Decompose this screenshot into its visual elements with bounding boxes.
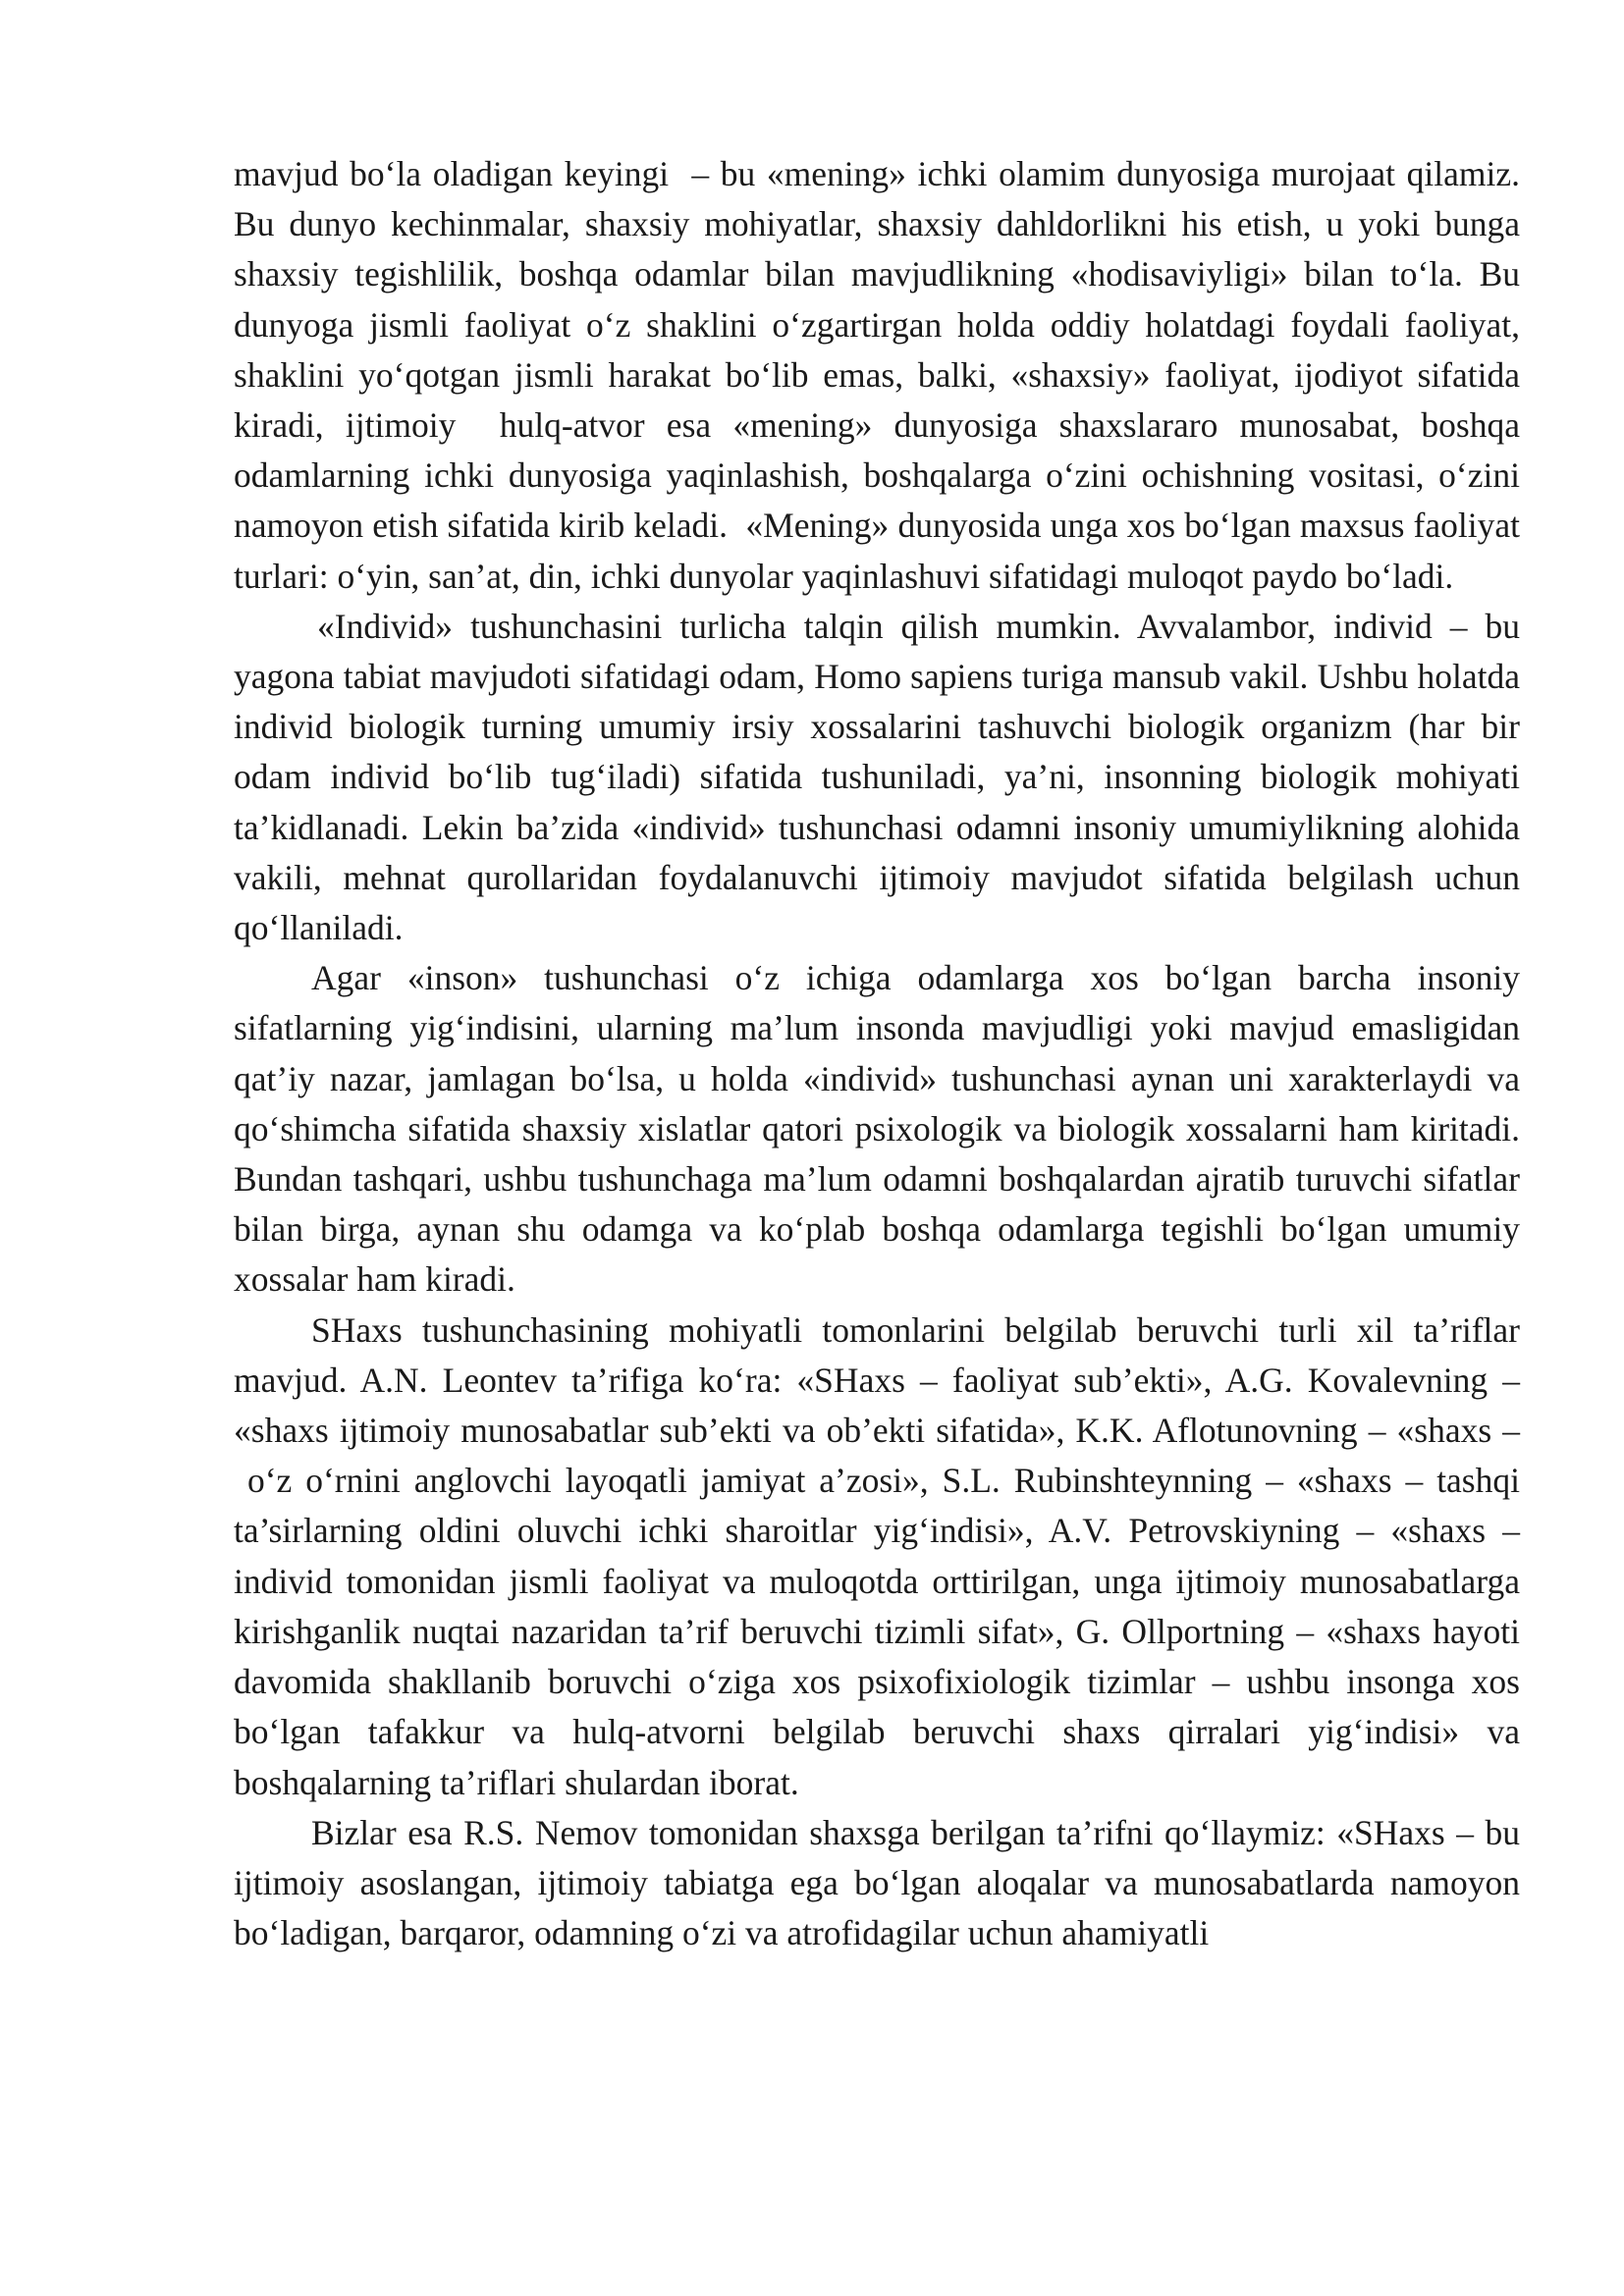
- paragraph-nemov-tarifi: Bizlar esa R.S. Nemov tomonidan shaxsga berilgan ta’rifni qo‘llaymiz: «SHaxs – bu ijtimoiy asoslangan, ijtimoiy tabiatga ega bo‘lgan aloqalar va munosabatlarda namoyon bo‘ladigan, barqaror, odamning o‘zi va atrofidagilar uchun ahamiyatli: [234, 1812, 1520, 1953]
- paragraph-inson-tushunchasi: Agar «inson» tushunchasi o‘z ichiga odamlarga xos bo‘lgan barcha insoniy sifatlarning yig‘indisini, ularning ma’lum insonda mavjudligi yoki mavjud emasligidan qat’iy nazar, jamlagan bo‘lsa, u holda «individ» tushunchasi aynan uni xarakterlaydi va qo‘shimcha sifatida shaxsiy xislatlar qatori psixologik va biologik xossalarni ham kiritadi. Bundan tashqari, ushbu tushunchaga ma’lum odamni boshqalardan ajratib turuvchi sifatlar bilan birga, aynan shu odamga va ko‘plab boshqa odamlarga tegishli bo‘lgan umumiy xossalar ham kiradi.: [234, 958, 1520, 1300]
- paragraph-shaxs-tariflari: SHaxs tushunchasining mohiyatli tomonlarini belgilab beruvchi turli xil ta’riflar mavjud. A.N. Leontev ta’rifiga ko‘ra: «SHaxs – faoliyat sub’ekti», A.G. Kovalevning – «shaxs ijtimoiy munosabatlar sub’ekti va ob’ekti sifatida», K.K. Aflotunovning – «shaxs – o‘z o‘rnini anglovchi layoqatli jamiyat a’zosi», S.L. Rubinshteynning – «shaxs – tashqi ta’sirlarning oldini oluvchi ichki sharoitlar yig‘indisi», A.V. Petrovskiyning – «shaxs – individ tomonidan jismli faoliyat va muloqotda orttirilgan, unga ijtimoiy munosabatlarga kirishganlik nuqtai nazaridan ta’rif beruvchi tizimli sifat», G. Ollportning – «shaxs hayoti davomida shakllanib boruvchi o‘ziga xos psixofixiologik tizimlar – ushbu insonga xos bo‘lgan tafakkur va hulq-atvorni belgilab beruvchi shaxs qirralari yig‘indisi» va boshqalarning ta’riflari shulardan iborat.: [234, 1309, 1520, 1802]
- paragraph-individ-tushunchasi: «Individ» tushunchasini turlicha talqin qilish mumkin. Avvalambor, individ – bu yagona tabiat mavjudoti sifatidagi odam, Homo sapiens turiga mansub vakil. Ushbu holatda individ biologik turning umumiy irsiy xossalarini tashuvchi biologik organizm (har bir odam individ bo‘lib tug‘iladi) sifatida tushuniladi, ya’ni, insonning biologik mohiyati ta’kidlanadi. Lekin ba’zida «individ» tushunchasi odamni insoniy umumiylikning alohida vakili, mehnat qurollaridan foydalanuvchi ijtimoiy mavjudot sifatida belgilash uchun qo‘llaniladi.: [234, 606, 1520, 948]
- document-page: [234, 149, 1520, 1958]
- paragraph-mening-dunyosi: mavjud bo‘la oladigan keyingi – bu «mening» ichki olamim dunyosiga murojaat qilamiz. Bu dunyo kechinmalar, shaxsiy mohiyatlar, shaxsiy dahldorlikni his etish, u yoki bunga shaxsiy tegishlilik, boshqa odamlar bilan mavjudlikning «hodisaviyligi» bilan to‘la. Bu dunyoga jismli faoliyat o‘z shaklini o‘zgartirgan holda oddiy holatdagi foydali faoliyat, shaklini yo‘qotgan jismli harakat bo‘lib emas, balki, «shaxsiy» faoliyat, ijodiyot sifatida kiradi, ijtimoiy hulq-atvor esa «mening» dunyosiga shaxslararo munosabat, boshqa odamlarning ichki dunyosiga yaqinlashish, boshqalarga o‘zini ochishning vositasi, o‘zini namoyon etish sifatida kirib keladi. «Mening» dunyosida unga xos bo‘lgan maxsus faoliyat turlari: o‘yin, san’at, din, ichki dunyolar yaqinlashuvi sifatidagi muloqot paydo bo‘ladi.: [234, 154, 1520, 596]
